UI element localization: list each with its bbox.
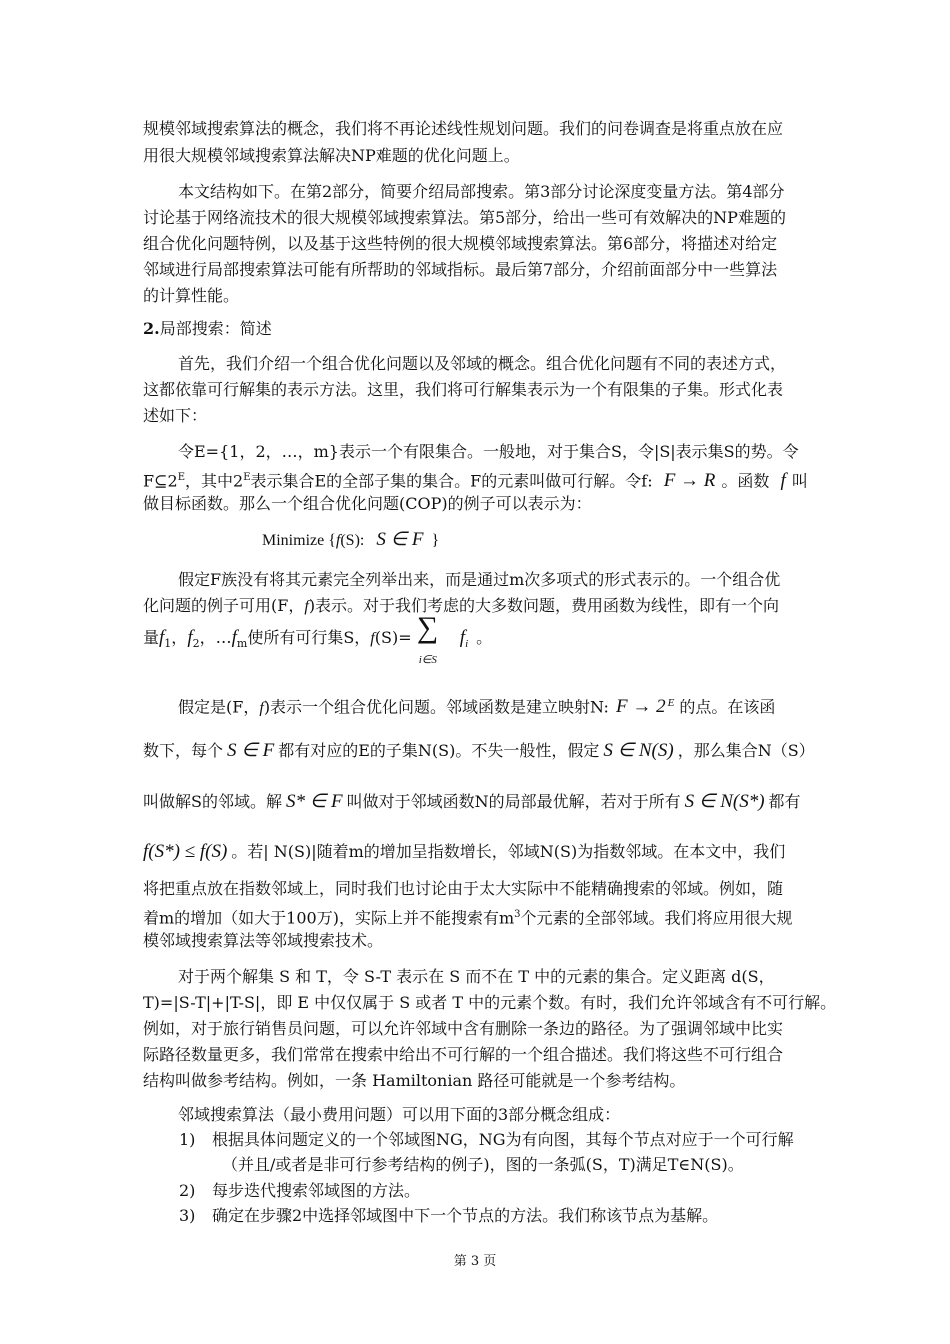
math-expression: S ∈ F	[376, 529, 424, 550]
text-line: 这都依靠可行解集的表示方法。这里，我们将可行解集表示为一个有限集的子集。形式化表	[143, 380, 784, 399]
text-fragment: (S):	[340, 532, 365, 549]
text-line: 例如，对于旅行销售员问题，可以允许邻域中含有删除一条边的路径。为了强调邻域中比实	[143, 1019, 784, 1038]
minimize-formula	[262, 529, 927, 552]
superscript: 3	[514, 909, 521, 920]
text-fragment: 量	[143, 628, 160, 647]
text-fragment: Minimize {	[262, 532, 336, 549]
subscript: 2	[192, 637, 200, 651]
text-line	[143, 740, 815, 762]
math-symbol: f	[780, 470, 786, 492]
text-line: 邻域搜索算法（最小费用问题）可以用下面的3部分概念组成：	[178, 1105, 621, 1124]
list-item: 每步迭代搜索邻域图的方法。	[212, 1181, 421, 1200]
text-line: 将把重点放在指数邻域上，同时我们也讨论由于太大实际中不能精确搜索的邻域。例如，随	[143, 879, 784, 898]
subscript: m	[236, 637, 248, 651]
text-line: 模邻域搜索算法等邻域搜索技术。	[143, 931, 384, 950]
section-heading	[143, 318, 808, 340]
text-line: T)=|S-T|+|T-S|，即 E 中仅仅属于 S 或者 T 中的元素个数。有时，我们允许邻域含有不可行解。	[143, 993, 837, 1012]
list-number: 3)	[179, 1206, 196, 1225]
math-expression: S ∈ F	[227, 740, 275, 761]
math-symbol: f	[370, 630, 375, 647]
text-line	[143, 595, 808, 618]
section-number: 2.	[143, 319, 160, 338]
list-item: （并且/或者是非可行参考结构的例子)，图的一条弧(S，T)满足T∈N(S)。	[222, 1155, 744, 1174]
subscript: 1	[164, 637, 172, 651]
text-line: 规模邻域搜索算法的概念，我们将不再论述线性规划问题。我们的问卷调查是将重点放在应	[143, 119, 784, 138]
math-expression: F → R	[663, 470, 716, 492]
section-title: 局部搜索：简述	[159, 319, 272, 338]
math-symbol: f	[259, 699, 264, 717]
summation-index: i∈S	[418, 654, 437, 666]
text-fragment: 都有对应的E的子集N(S)。不失一般性，假定	[278, 741, 600, 760]
text-line: 用很大规模邻域搜索算法解决NP难题的优化问题上。	[143, 146, 520, 165]
text-fragment: 叫	[791, 471, 808, 491]
text-fragment: 表示集合E的全部子集的集合。F的元素叫做可行解。令f:	[250, 471, 653, 491]
text-line	[143, 611, 808, 666]
text-line	[143, 841, 808, 863]
text-fragment: 叫做解S的邻域。解	[143, 792, 282, 811]
text-fragment: )表示一个组合优化问题。邻域函数是建立映射N:	[263, 697, 609, 717]
text-fragment: ，	[171, 628, 188, 647]
text-fragment: 都有	[768, 792, 801, 811]
text-line: 首先，我们介绍一个组合优化问题以及邻域的概念。组合优化问题有不同的表述方式，	[178, 354, 787, 373]
text-fragment: 着m的增加（如大于100万)，实际上并不能搜索有m	[143, 908, 515, 928]
math-symbol: f	[159, 627, 165, 648]
text-line	[143, 467, 808, 492]
math-symbol: f	[335, 532, 341, 549]
page-number: 第 3 页	[453, 1254, 497, 1269]
text-fragment: 。若| N(S)|随着m的增加呈指数增长，邻域N(S)为指数邻域。在本文中，我们	[231, 842, 786, 861]
superscript: E	[243, 472, 251, 483]
text-line: 讨论基于网络流技术的很大规模邻域搜索算法。第5部分，给出一些可有效解决的NP难题的	[143, 208, 786, 227]
text-line: 的计算性能。	[143, 286, 240, 305]
subscript: i	[465, 638, 469, 651]
text-fragment: }	[431, 532, 440, 549]
text-line: 本文结构如下。在第2部分，简要介绍局部搜索。第3部分讨论深度变量方法。第4部分	[178, 182, 785, 201]
math-expression: S* ∈ F	[285, 791, 343, 812]
math-symbol: f	[187, 627, 193, 648]
text-fragment: 使所有可行集S，	[247, 628, 371, 647]
text-fragment: ，那么集合N（S）	[677, 741, 815, 760]
superscript: E	[667, 697, 675, 709]
text-fragment: ，…	[199, 628, 232, 647]
text-line: 结构叫做参考结构。例如，一条 Hamiltonian 路径可能就是一个参考结构。	[143, 1071, 686, 1090]
math-symbol: f	[231, 627, 237, 648]
text-fragment: F⊆2	[143, 471, 178, 491]
text-fragment: 化问题的例子可用(F，	[143, 596, 305, 615]
text-fragment: 个元素的全部邻域。我们将应用很大规	[520, 908, 793, 928]
text-fragment: 叫做对于邻域函数N的局部最优解，若对于所有	[346, 792, 681, 811]
text-fragment: 的点。在该函	[679, 697, 776, 717]
text-line: 邻域进行局部搜索算法可能有所帮助的邻域指标。最后第7部分，介绍前面部分中一些算法	[143, 260, 778, 279]
text-line	[143, 791, 808, 813]
text-fragment: )表示。对于我们考虑的大多数问题，费用函数为线性，即有一个向	[308, 596, 780, 615]
list-item: 根据具体问题定义的一个邻域图NG，NG为有向图，其每个节点对应于一个可行解	[212, 1130, 794, 1149]
text-line: 组合优化问题特例，以及基于这些特例的很大规模邻域搜索算法。第6部分，将描述对给定	[143, 234, 778, 253]
text-line	[178, 692, 843, 719]
math-symbol: f	[459, 627, 466, 648]
text-fragment: 数下，每个	[143, 741, 224, 760]
math-expression: f(S*) ≤ f(S)	[143, 841, 228, 862]
text-line: 令E={1，2，…，m}表示一个有限集合。一般地，对于集合S，令|S|表示集S的势。令	[178, 442, 799, 461]
text-fragment: (S)=	[374, 628, 412, 647]
math-expression: S ∈ N(S*)	[684, 791, 765, 812]
text-line: 对于两个解集 S 和 T，令 S-T 表示在 S 而不在 T 中的元素的集合。定义距离 d(S，	[178, 967, 775, 986]
list-number: 1)	[179, 1130, 196, 1149]
math-symbol: f	[304, 598, 309, 615]
text-fragment: ，其中2	[185, 471, 244, 491]
text-fragment: 假定是(F，	[178, 697, 260, 717]
list-item: 确定在步骤2中选择邻域图中下一个节点的方法。我们称该节点为基解。	[212, 1206, 719, 1225]
superscript: E	[177, 472, 185, 483]
math-expression: S ∈ N(S)	[603, 740, 674, 761]
list-number: 2)	[179, 1181, 196, 1200]
text-line: 际路径数量更多，我们常常在搜索中给出不可行解的一个组合描述。我们将这些不可行组合	[143, 1045, 784, 1064]
text-line: 做目标函数。那么一个组合优化问题(COP)的例子可以表示为：	[143, 494, 592, 513]
text-line: 述如下：	[143, 406, 208, 425]
text-fragment: 。	[476, 628, 493, 647]
text-line: 假定F族没有将其元素完全列举出来，而是通过m次多项式的形式表示的。一个组合优	[178, 570, 781, 589]
summation	[416, 611, 449, 666]
text-line	[143, 904, 808, 929]
text-fragment: 。函数	[721, 471, 770, 491]
math-expression: F → 2	[615, 696, 666, 718]
sigma-symbol: ∑	[416, 611, 439, 644]
